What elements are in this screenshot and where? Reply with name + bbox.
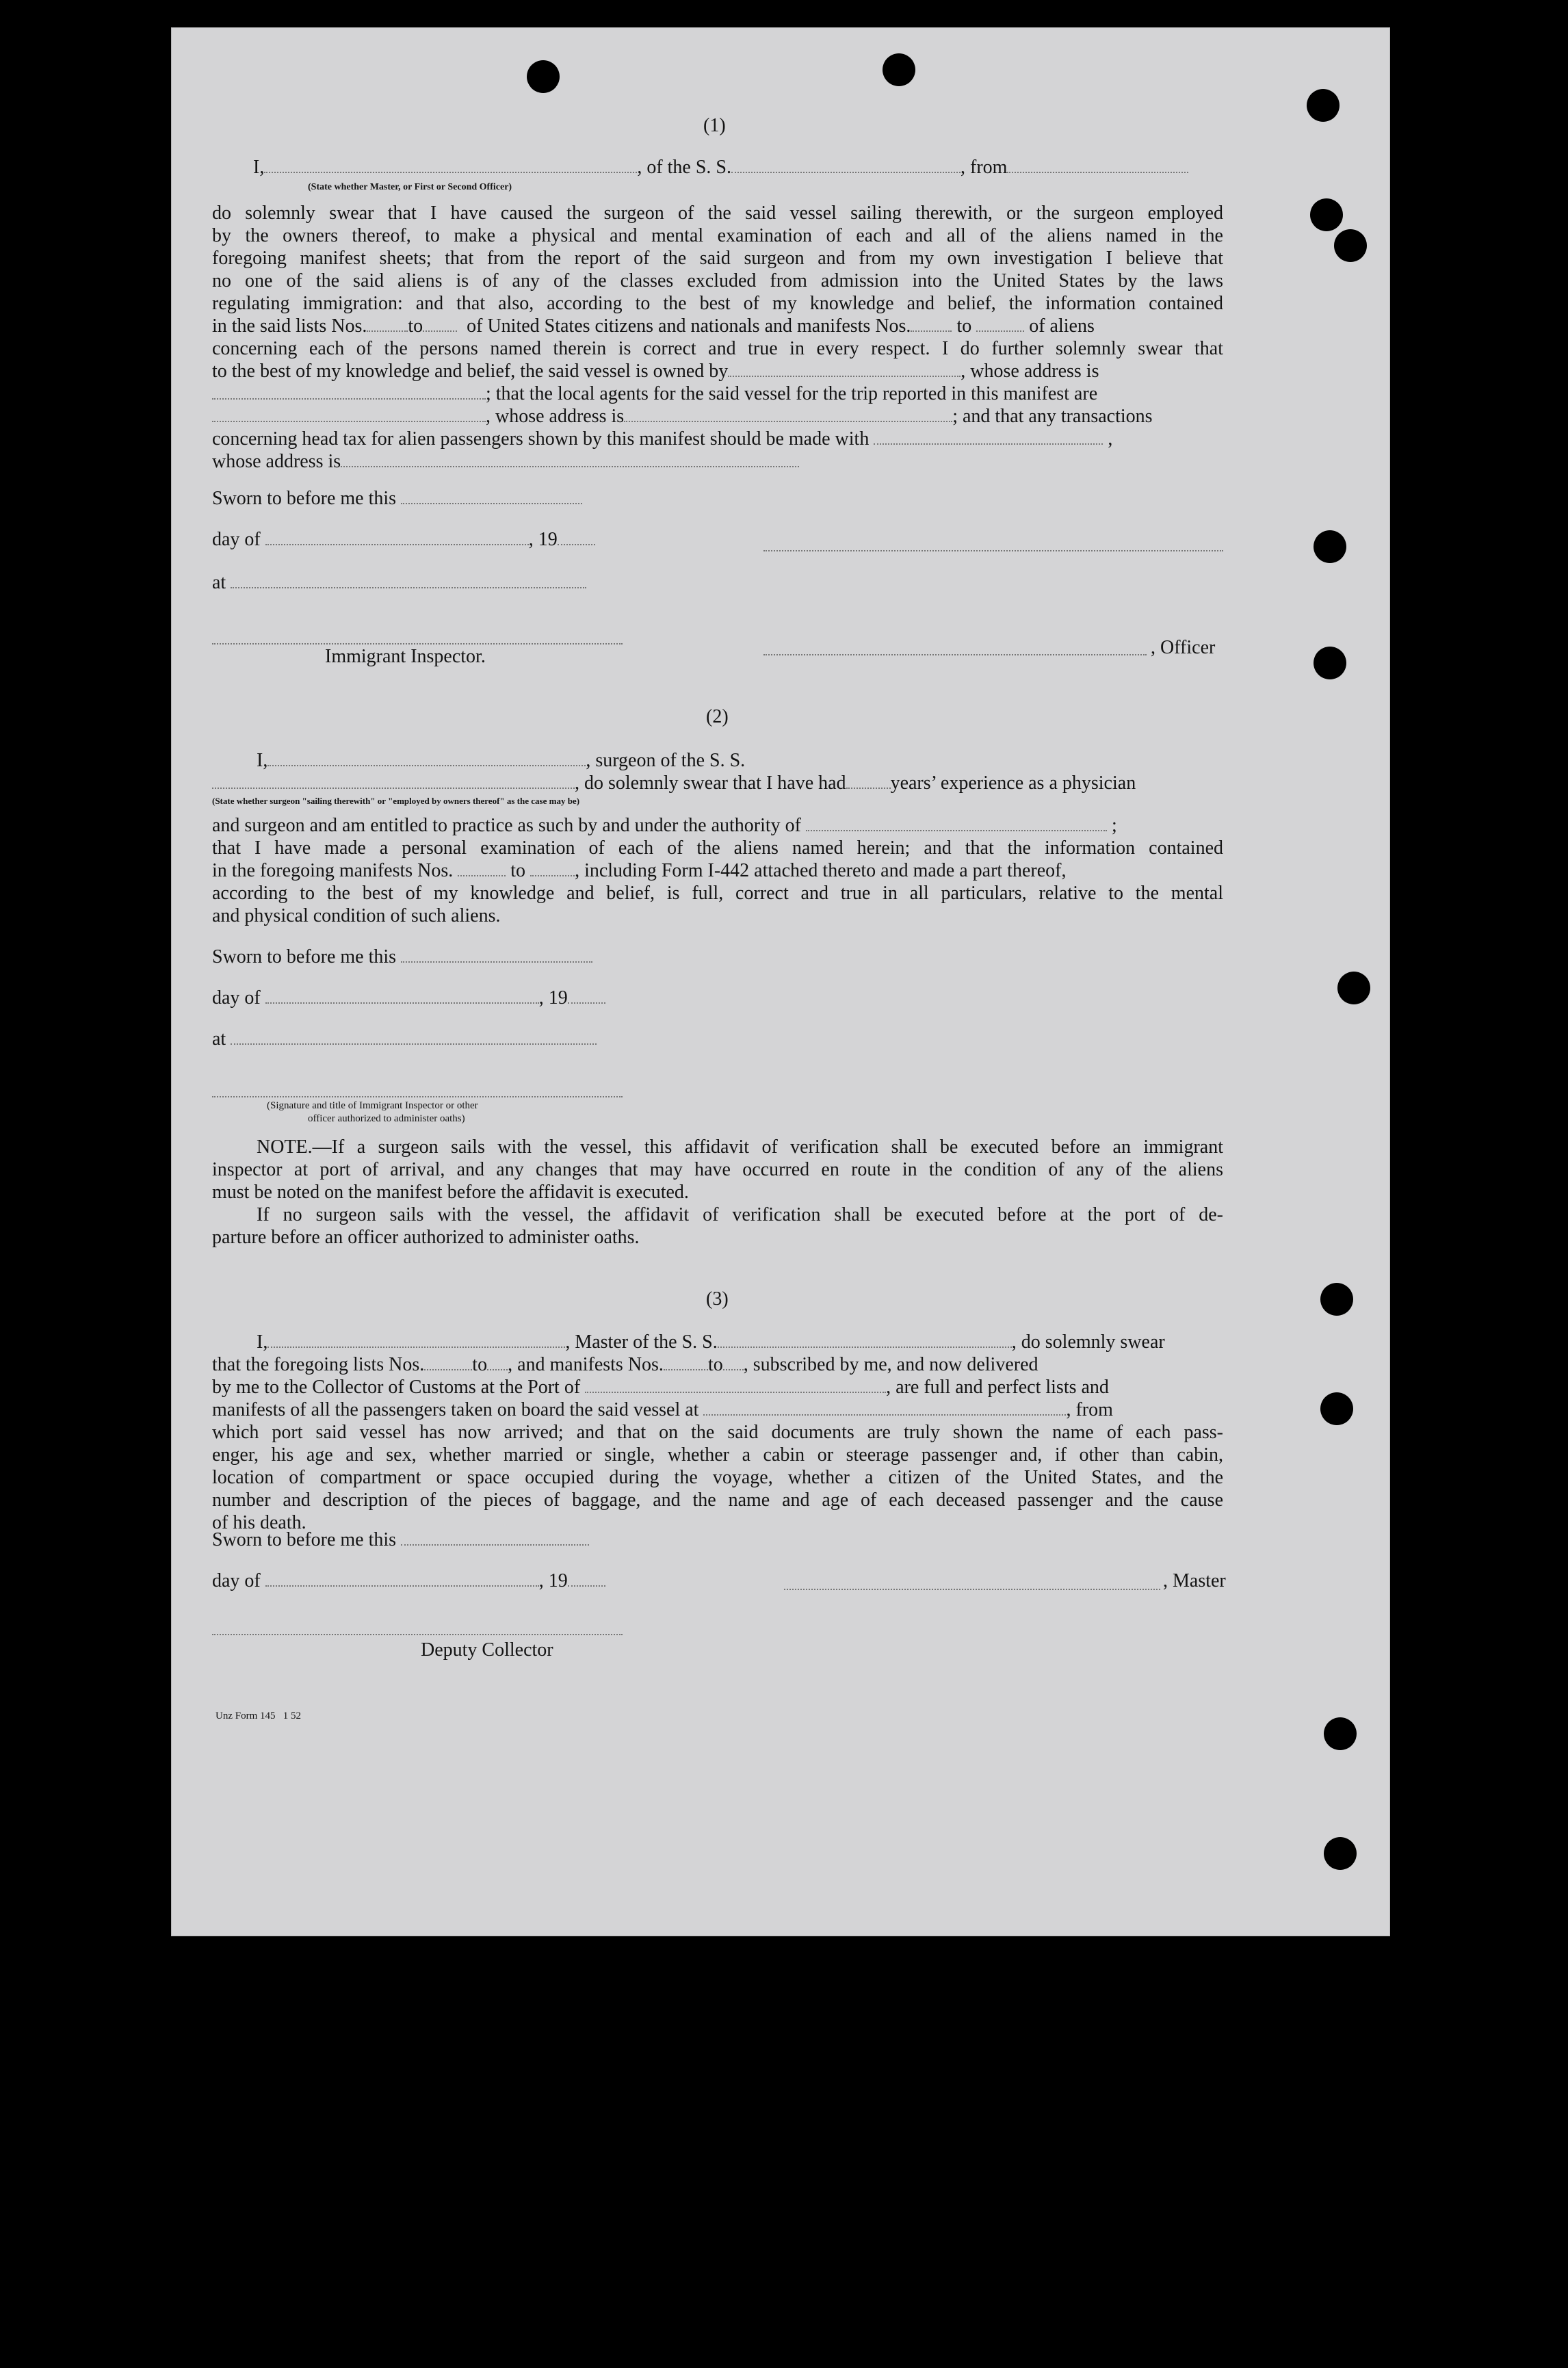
s1-dayof-text: day of [212, 529, 261, 550]
s2-at-field [231, 1028, 597, 1045]
s1-owned-line [212, 360, 1099, 382]
s3-master-signature-line [784, 1589, 1160, 1590]
s2-auth-text: and surgeon and am entitled to practice as such by and under the authority of [212, 815, 801, 836]
s1-concerning [212, 337, 1223, 360]
s3-list-to-field [487, 1354, 508, 1370]
s3-l2a: that the foregoing lists Nos. [212, 1354, 425, 1375]
s3-line3 [212, 1376, 1109, 1398]
s1-para-line: do solemnly swear that I have caused the surgeon of the said vessel sailing therewith, or the surgeon employed [212, 203, 1223, 224]
s1-list-to-field [423, 315, 457, 332]
s2-note-1 [212, 1136, 1223, 1203]
s3-l2b: , and manifests Nos. [508, 1354, 664, 1375]
s2-state-note: (State whether surgeon "sailing therewith" or "employed by owners thereof" as the case may be) [212, 796, 580, 806]
s2-year-field [568, 987, 605, 1004]
s1-inspector-signature-line [212, 643, 623, 645]
s3-l2to2: to [707, 1354, 723, 1375]
s2-manifest-from-field [458, 860, 506, 876]
s1-agents-addr: , whose address is [486, 406, 625, 427]
s2-note-line: must be noted on the manifest before the affidavit is executed. [212, 1182, 689, 1203]
s2-p3a: in the foregoing manifests Nos. [212, 860, 454, 881]
s1-from: , from [961, 157, 1008, 178]
s1-lists-aliens: of aliens [1029, 315, 1095, 337]
s2-p4-text: according to the best of my knowledge and belief, is full, correct and true in all particulars, relative to the mental [212, 883, 1223, 904]
s1-owned-text: to the best of my knowledge and belief, the said vessel is owned by [212, 361, 729, 382]
s1-sworn [212, 487, 582, 510]
punch-hole [1320, 1283, 1353, 1316]
s1-paragraph [212, 202, 1223, 315]
section-1-number: (1) [703, 115, 726, 136]
s1-agents-field [212, 406, 486, 422]
s1-address-field [212, 383, 486, 400]
s1-officer: , Officer [1151, 637, 1216, 658]
section-3-number: (3) [706, 1288, 729, 1310]
s2-at [212, 1028, 597, 1050]
s2-note-line: NOTE.—If a surgeon sails with the vessel, this affidavit of verification shall be executed before an immigrant [257, 1136, 1223, 1158]
s1-agents-text: ; that the local agents for the said vessel for the trip reported in this manifest are [486, 383, 1098, 404]
s2-nineteen: , 19 [538, 987, 568, 1009]
s2-name-field [267, 750, 586, 766]
s1-para2: concerning each of the persons named therein is correct and true in every respect. I do further solemnly swear that [212, 338, 1223, 359]
s3-l3b: , are full and perfect lists and [886, 1377, 1109, 1398]
s3-name-field [267, 1331, 565, 1348]
s3-line1 [257, 1331, 1165, 1353]
s2-dayof-field [265, 987, 539, 1004]
s1-agents-addr-line [212, 405, 1153, 428]
s2-p3to: to [510, 860, 526, 881]
s2-auth-end: ; [1112, 815, 1117, 836]
s3-paragraph [212, 1421, 1223, 1534]
s1-agents-addr-field [624, 406, 952, 422]
s1-dayof-field [265, 529, 529, 545]
s1-manifest-to-field [976, 315, 1024, 332]
s2-p5: and physical condition of such aliens. [212, 905, 501, 926]
s3-swear: , do solemnly swear [1011, 1331, 1165, 1353]
s1-dayof [212, 528, 595, 551]
s1-of-ss: , of the S. S. [637, 157, 732, 178]
s2-p4 [212, 882, 1223, 905]
punch-hole [1324, 1717, 1357, 1750]
s1-sworn-text: Sworn to before me this [212, 488, 397, 509]
punch-hole [1337, 972, 1370, 1004]
s3-sworn-field [401, 1529, 589, 1546]
s1-state-note: (State whether Master, or First or Second Officer) [308, 182, 512, 192]
s3-manifest-from-field [664, 1354, 708, 1370]
s1-i: I, [253, 157, 265, 178]
s3-line2 [212, 1353, 1038, 1376]
s3-para-line: which port said vessel has now arrived; and that on the said documents are truly shown the name of each pass- [212, 1422, 1223, 1443]
punch-hole [1324, 1837, 1357, 1870]
s1-para-line: regulating immigration: and that also, according to the best of my knowledge and belief, the information contained [212, 293, 1223, 314]
s3-master: , Master of the S. S. [565, 1331, 718, 1353]
s2-swear: , do solemnly swear that I have had [575, 772, 846, 794]
s3-port-at-field [703, 1399, 1066, 1416]
s1-lists-to: to [408, 315, 423, 337]
s1-officer-field [264, 157, 637, 173]
s2-surgeon: , surgeon of the S. S. [586, 750, 746, 771]
s3-sworn [212, 1528, 589, 1551]
s3-i: I, [257, 1331, 268, 1353]
s1-headtax-line [212, 428, 1112, 450]
form-number: Unz Form 145 1 52 [215, 1710, 301, 1721]
s3-para-line: location of compartment or space occupied during the voyage, whether a citizen of the United States, and the [212, 1467, 1223, 1488]
s1-officer-signature-line [763, 654, 1147, 655]
s2-years-field [846, 772, 891, 789]
s3-master-sig: , Master [1163, 1570, 1226, 1591]
s1-para-line: no one of the said aliens is of any of the classes excluded from admission into the United States by the laws [212, 270, 1223, 291]
s1-lists-line [212, 315, 1095, 337]
s2-dayof [212, 987, 605, 1009]
s2-dayof-text: day of [212, 987, 261, 1009]
s3-l2c: , subscribed by me, and now delivered [743, 1354, 1038, 1375]
s1-master-signature-line [763, 550, 1223, 551]
s1-agents-line [212, 382, 1097, 405]
s1-para-line: by the owners thereof, to make a physical and mental examination of each and all of the aliens named in the [212, 225, 1223, 246]
s3-line4 [212, 1398, 1113, 1421]
punch-hole [1307, 89, 1340, 122]
s2-line1 [257, 749, 745, 772]
s2-note2-line: If no surgeon sails with the vessel, the affidavit of verification shall be executed before at the port of de- [257, 1204, 1223, 1225]
s3-deputy: Deputy Collector [421, 1639, 553, 1661]
s3-dayof [212, 1570, 605, 1592]
s2-sworn-field [401, 946, 592, 963]
s1-whose-text: whose address is [212, 451, 341, 472]
s1-list-from-field [367, 315, 408, 332]
s1-at [212, 571, 586, 594]
s2-p2 [212, 837, 1223, 859]
s3-year-field [568, 1570, 605, 1587]
s1-headtax-text: concerning head tax for alien passengers shown by this manifest should be made with [212, 428, 870, 450]
s1-whose-field [341, 451, 799, 467]
punch-hole [1314, 647, 1346, 679]
s2-sworn-text: Sworn to before me this [212, 946, 397, 967]
s2-note2-line: parture before an officer authorized to administer oaths. [212, 1227, 640, 1248]
s1-from-field [1007, 157, 1188, 173]
s1-manifest-from-field [911, 315, 952, 332]
s1-lists-text2: of United States citizens and nationals and manifests Nos. [467, 315, 911, 337]
s2-auth [212, 814, 1117, 837]
s2-note-line: inspector at port of arrival, and any changes that may have occurred en route in the condition of any of the aliens [212, 1159, 1223, 1180]
s1-lists-text: in the said lists Nos. [212, 315, 367, 337]
punch-hole [1334, 229, 1367, 262]
punch-hole [1320, 1392, 1353, 1425]
s2-p3b: , including Form I-442 attached thereto and made a part thereof, [575, 860, 1067, 881]
s3-manifest-to-field [723, 1354, 744, 1370]
s1-year-field [558, 529, 595, 545]
s3-dayof-text: day of [212, 1570, 261, 1591]
s1-vessel-field [731, 157, 961, 173]
s1-lists-to2: to [956, 315, 972, 337]
s1-owner-field [728, 361, 961, 377]
s2-sig-note-1: (Signature and title of Immigrant Inspector or other [267, 1100, 478, 1111]
s2-sworn [212, 946, 592, 968]
s1-owned-address: , whose address is [961, 361, 1099, 382]
s2-manifest-to-field [530, 860, 575, 876]
s3-l4b: , from [1066, 1399, 1113, 1420]
s3-sworn-text: Sworn to before me this [212, 1529, 397, 1550]
s2-sig-note-2: officer authorized to administer oaths) [308, 1113, 465, 1124]
punch-hole [883, 53, 915, 86]
s1-sworn-field [401, 488, 582, 504]
s1-agents-tx: ; and that any transactions [952, 406, 1153, 427]
s1-para-line: foregoing manifest sheets; that from the report of the said surgeon and from my own investigation I believe that [212, 248, 1223, 269]
s3-nineteen: , 19 [538, 1570, 568, 1591]
punch-hole [1310, 198, 1343, 231]
s1-headtax-comma: , [1108, 428, 1113, 450]
s1-nineteen: , 19 [528, 529, 558, 550]
s3-list-from-field [424, 1354, 472, 1370]
punch-hole [527, 60, 560, 93]
s2-signature-line [212, 1096, 623, 1097]
s2-p2-text: that I have made a personal examination of each of the aliens named herein; and that the information contained [212, 837, 1223, 859]
s1-at-field [231, 572, 586, 588]
s1-inspector: Immigrant Inspector. [325, 646, 486, 667]
s3-l4a: manifests of all the passengers taken on board the said vessel at [212, 1399, 699, 1420]
s3-l3a: by me to the Collector of Customs at the Port of [212, 1377, 581, 1398]
s1-headtax-field [874, 428, 1103, 445]
s3-l2to: to [472, 1354, 488, 1375]
s2-i: I, [257, 750, 268, 771]
s3-para-line: number and description of the pieces of baggage, and the name and age of each deceased passenger and the cause [212, 1489, 1223, 1511]
s3-para-line: enger, his age and sex, whether married or single, whether a cabin or steerage passenger and, if other than cabin, [212, 1444, 1223, 1466]
s2-line2 [212, 772, 1136, 794]
s2-note-2 [212, 1203, 1223, 1249]
s3-dayof-field [265, 1570, 539, 1587]
s3-vessel-field [718, 1331, 1012, 1348]
s2-p3 [212, 859, 1066, 882]
form-page [171, 27, 1390, 1936]
section-2-number: (2) [706, 706, 729, 727]
s2-years: years’ experience as a physician [890, 772, 1136, 794]
s1-whose-line [212, 450, 799, 473]
s3-port-field [585, 1377, 886, 1393]
s3-deputy-signature-line [212, 1634, 623, 1635]
s3-para-line: of his death. [212, 1512, 306, 1533]
s2-auth-field [806, 815, 1107, 831]
s1-at-text: at [212, 572, 226, 593]
s2-at-text: at [212, 1028, 226, 1050]
s2-vessel-field [212, 772, 575, 789]
s1-line1 [253, 156, 1188, 179]
punch-hole [1314, 530, 1346, 563]
